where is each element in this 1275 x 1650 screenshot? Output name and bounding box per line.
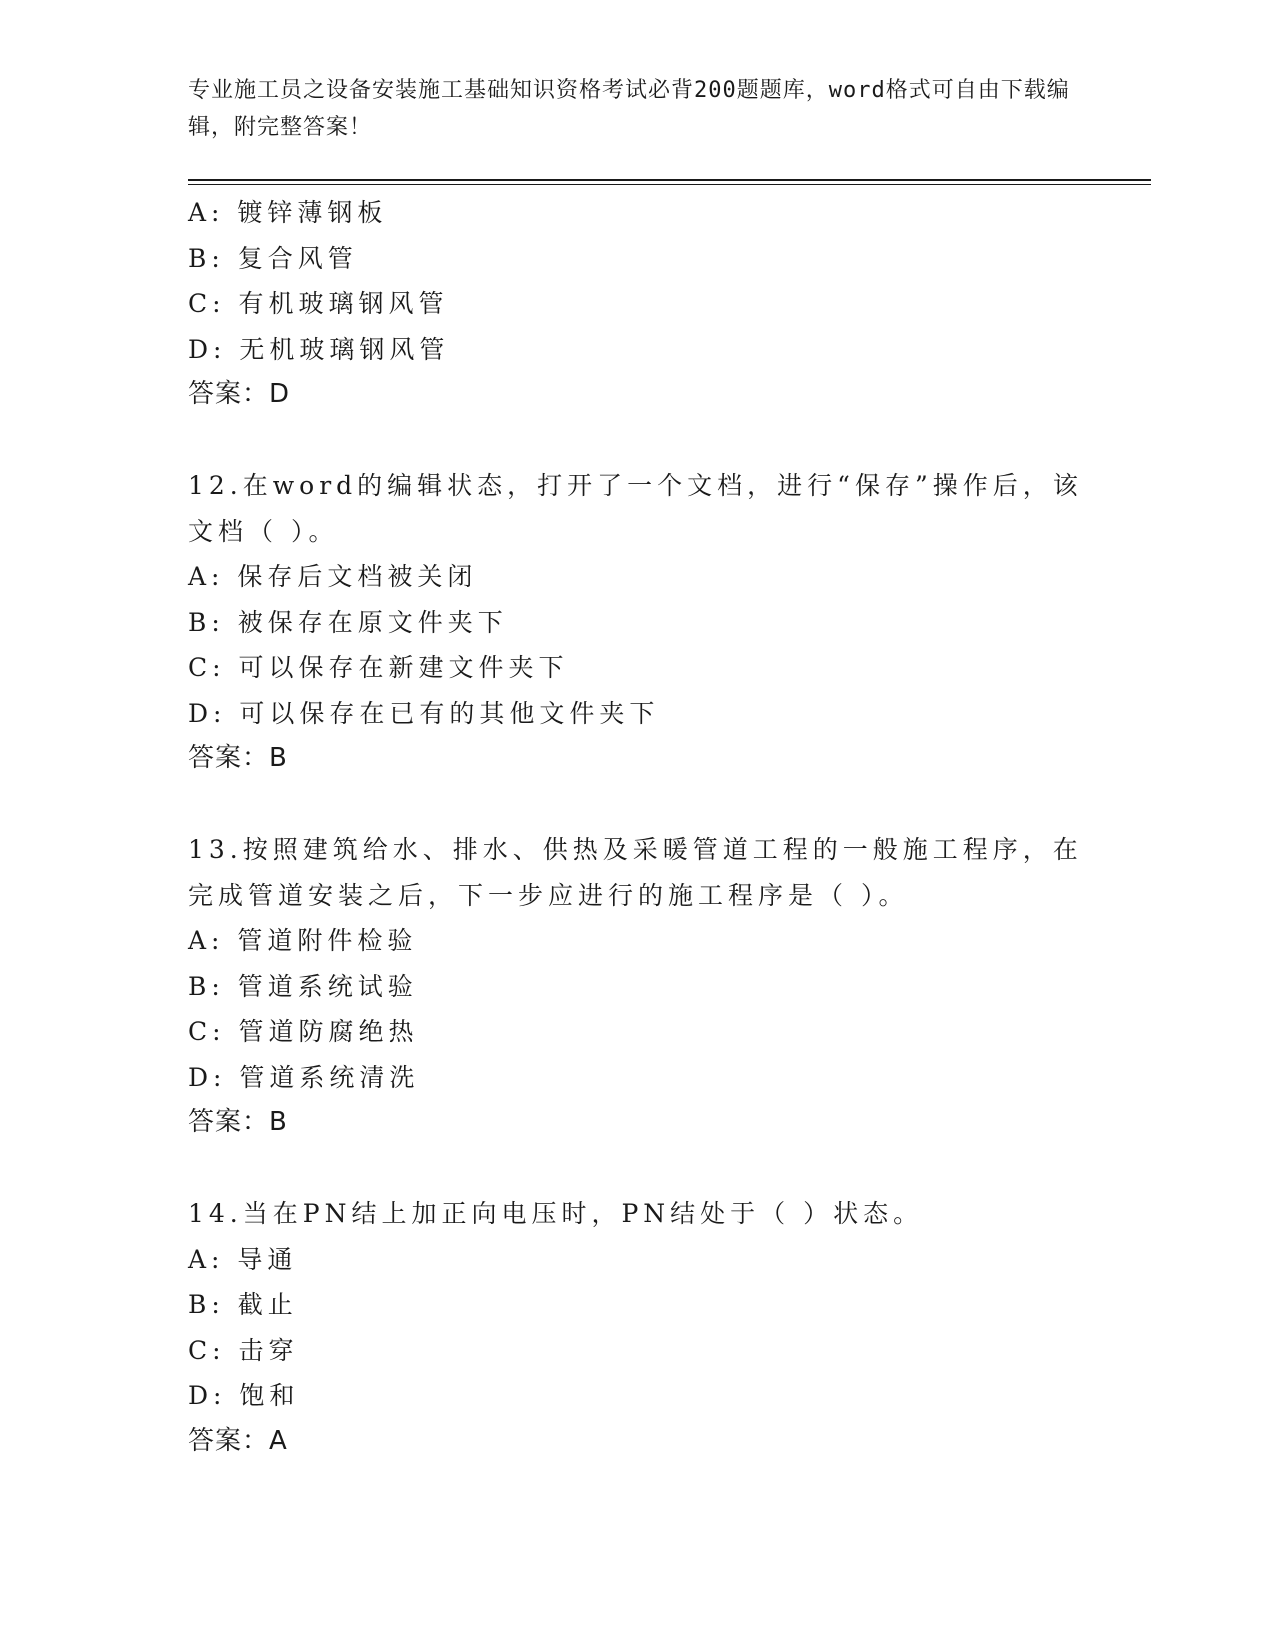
question-stem: 13.按照建筑给水、排水、供热及采暖管道工程的一般施工程序，在完成管道安装之后，下一步应进行的施工程序是（ ）。 xyxy=(188,835,1083,910)
option-c: C: 有机玻璃钢风管 xyxy=(188,289,449,318)
option-b: B: 复合风管 xyxy=(188,243,358,273)
header-rule-thick xyxy=(188,179,1151,181)
spacer xyxy=(188,418,1088,464)
answer-line: 答案：A xyxy=(188,1425,288,1456)
spacer xyxy=(188,1146,1088,1192)
question-14 xyxy=(188,1191,1088,1464)
question-fragment xyxy=(188,190,1088,418)
document-header: 专业施工员之设备安装施工基础知识资格考试必背200题题库，word格式可自由下载编辑，附完整答案！ xyxy=(188,78,1070,140)
question-stem: 12.在word的编辑状态，打开了一个文档，进行“保存”操作后，该文档（ ）。 xyxy=(188,471,1083,546)
option-c: C: 击穿 xyxy=(188,1335,299,1365)
option-b: B: 截止 xyxy=(188,1290,298,1319)
option-a: A: 保存后文档被关闭 xyxy=(188,562,478,591)
question-content xyxy=(188,190,1088,1464)
option-d: D: 饱和 xyxy=(188,1381,300,1410)
option-a: A: 管道附件检验 xyxy=(188,926,418,955)
header-rule-thin xyxy=(188,184,1151,185)
answer-line: 答案：D xyxy=(188,379,291,409)
question-12 xyxy=(188,463,1088,782)
option-d: D: 管道系统清洗 xyxy=(188,1062,420,1092)
question-stem: 14.当在PN结上加正向电压时，PN结处于（ ）状态。 xyxy=(188,1199,924,1228)
option-b: B: 被保存在原文件夹下 xyxy=(188,607,508,637)
option-a: A: 导通 xyxy=(188,1244,298,1274)
question-13 xyxy=(188,827,1088,1146)
option-c: C: 管道防腐绝热 xyxy=(188,1017,419,1046)
answer-line: 答案：B xyxy=(188,743,288,773)
option-b: B: 管道系统试验 xyxy=(188,971,418,1001)
option-d: D: 无机玻璃钢风管 xyxy=(188,334,450,364)
option-d: D: 可以保存在已有的其他文件夹下 xyxy=(188,698,660,728)
option-c: C: 可以保存在新建文件夹下 xyxy=(188,653,569,682)
answer-line: 答案：B xyxy=(188,1107,288,1137)
spacer xyxy=(188,782,1088,828)
option-a: A: 镀锌薄钢板 xyxy=(188,198,388,227)
